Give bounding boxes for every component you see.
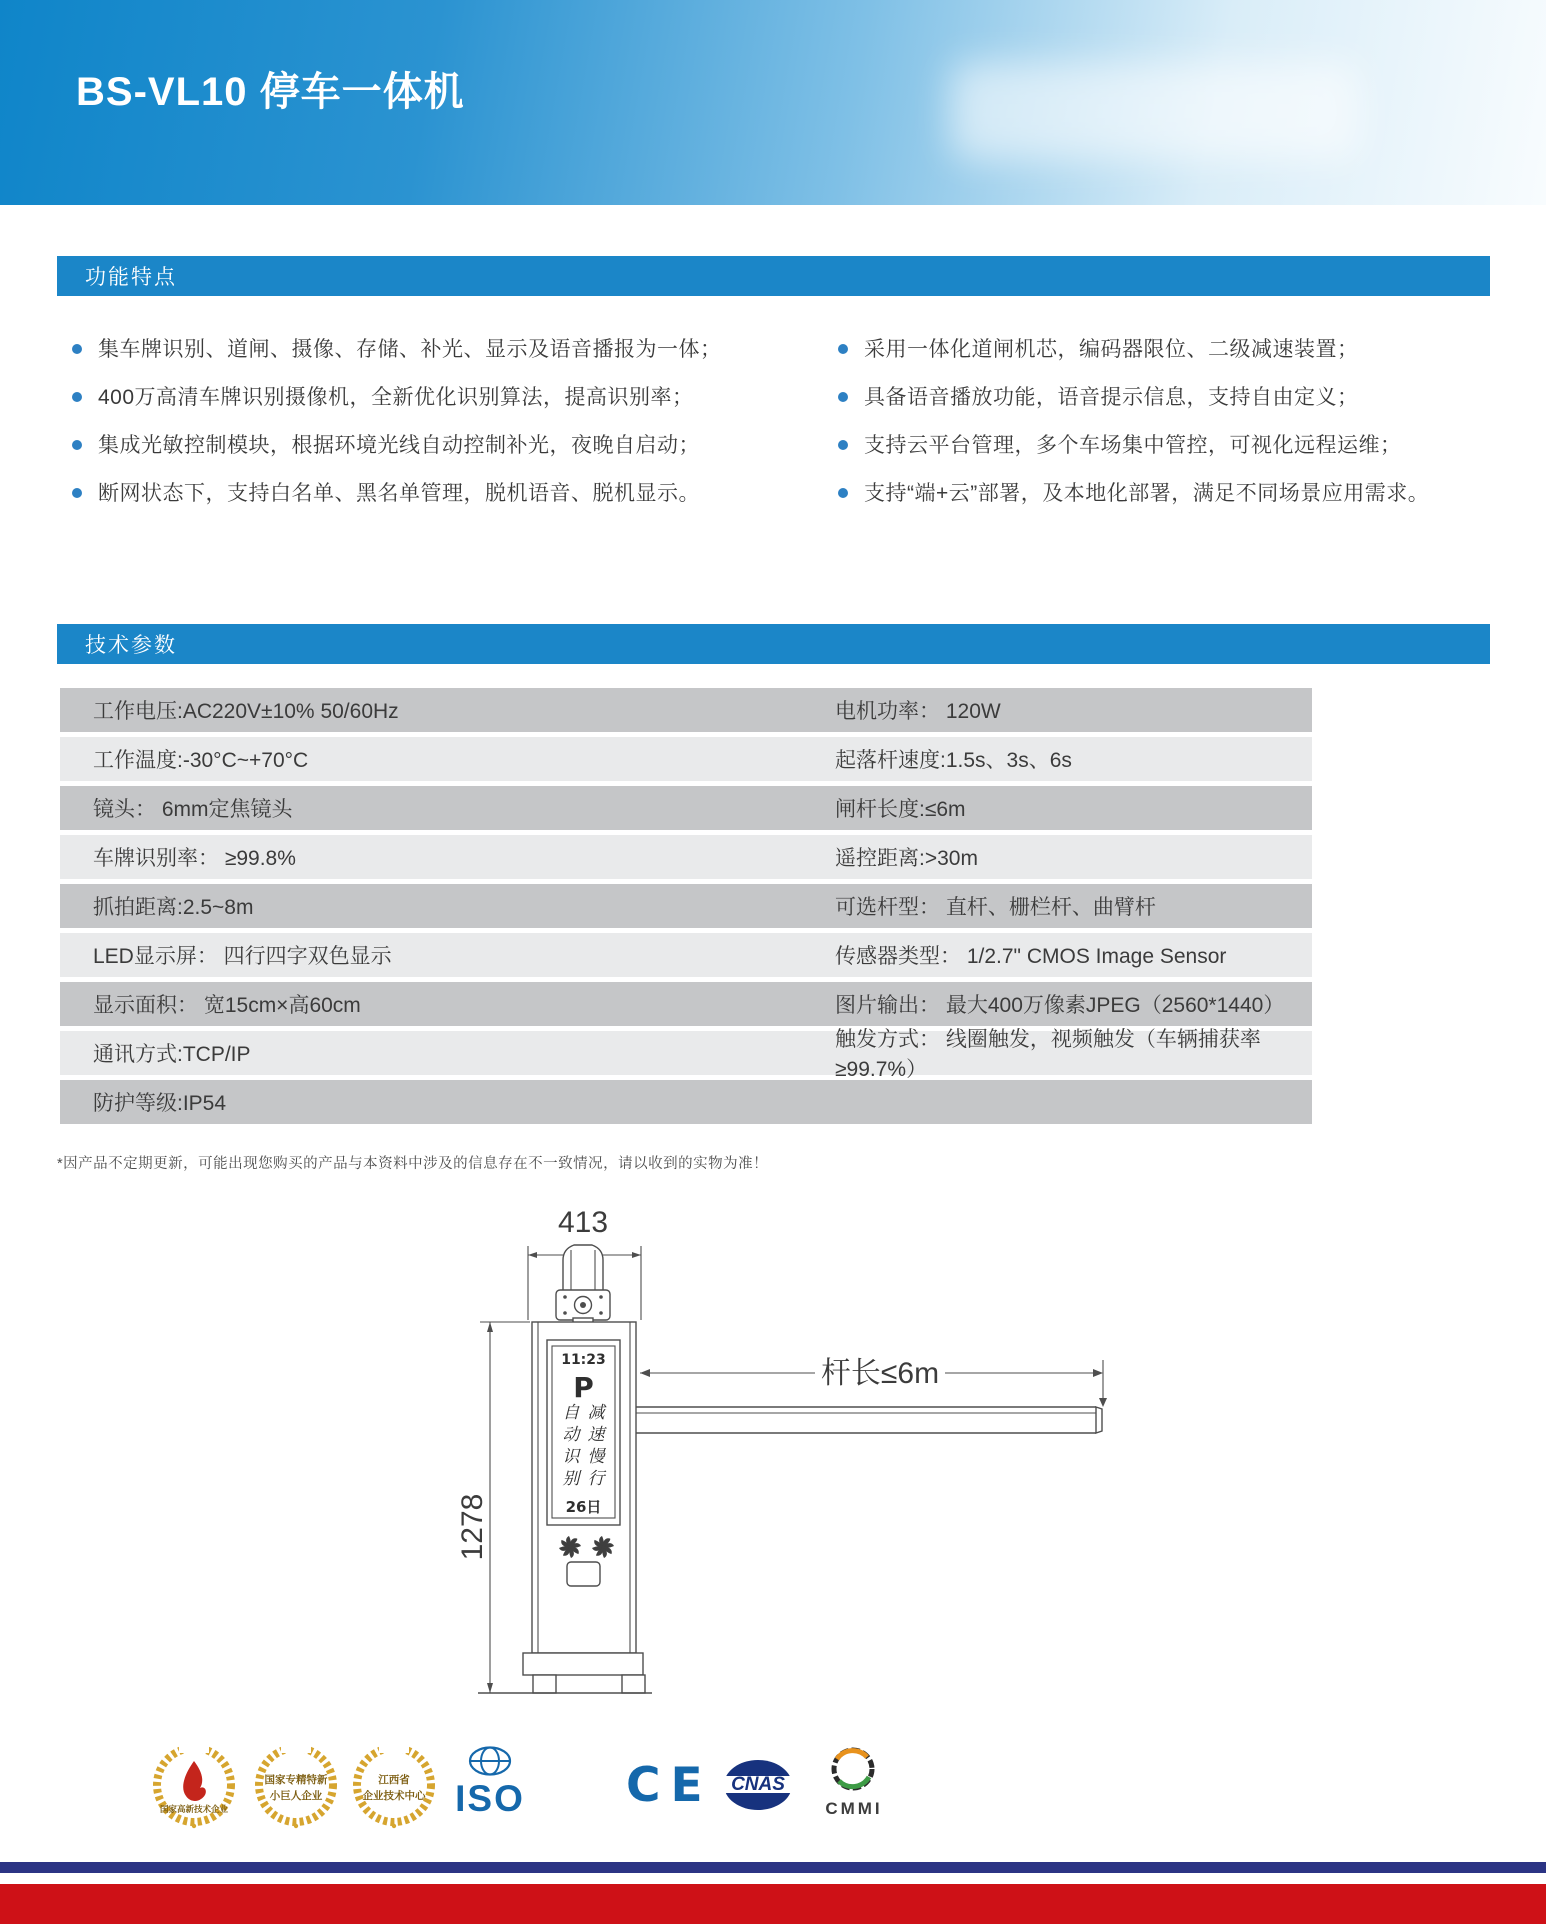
cnas-label: CNAS xyxy=(731,1774,785,1795)
dimension-diagram xyxy=(430,1200,1150,1720)
ce-mark: CE xyxy=(626,1758,713,1813)
spec-cell-right: 遥控距离:>30m xyxy=(835,847,978,870)
table-row xyxy=(60,1080,1312,1124)
arm-length-dimension xyxy=(640,1357,1107,1407)
barrier-arm xyxy=(636,1407,1102,1433)
table-row xyxy=(60,933,1312,977)
spec-cell-left: 镜头： 6mm定焦镜头 xyxy=(93,798,293,821)
features-column-left xyxy=(72,336,812,528)
badge-label: 江西省 xyxy=(378,1774,410,1786)
feature-item xyxy=(838,384,1528,411)
display-char: 动 xyxy=(562,1425,580,1445)
table-row xyxy=(60,786,1312,830)
table-row xyxy=(60,835,1312,879)
spec-cell-left: 工作电压:AC220V±10% 50/60Hz xyxy=(93,700,399,723)
display-char: 别 xyxy=(562,1469,580,1489)
table-row xyxy=(60,884,1312,928)
table-row xyxy=(60,1028,1312,1081)
spec-cell-left: 显示面积： 宽15cm×高60cm xyxy=(93,994,361,1017)
feature-item xyxy=(72,336,812,363)
high-tech-enterprise-badge xyxy=(148,1738,240,1832)
table-row xyxy=(60,688,1312,732)
specs-table xyxy=(60,688,1312,1129)
specs-section-header xyxy=(57,624,1490,664)
features-heading: 功能特点 xyxy=(85,266,177,289)
table-row xyxy=(60,982,1312,1026)
feature-item xyxy=(72,480,812,507)
spec-cell-right: 图片输出： 最大400万像素JPEG（2560*1440） xyxy=(835,994,1285,1017)
display-char: 自 xyxy=(562,1403,580,1423)
tech-center-badge xyxy=(348,1738,440,1832)
cnas-icon xyxy=(721,1757,795,1813)
display-char: 减 xyxy=(587,1403,605,1423)
spec-cell-left: 抓拍距离:2.5~8m xyxy=(93,896,254,919)
bullet-icon xyxy=(838,440,848,450)
page-title: BS-VL10 停车一体机 xyxy=(76,70,465,114)
cmmi-globe-icon xyxy=(822,1740,884,1798)
cmmi-label: CMMI xyxy=(825,1799,883,1818)
footer-navy-stripe xyxy=(0,1862,1546,1873)
bullet-icon xyxy=(72,488,82,498)
cabinet-base xyxy=(478,1653,652,1693)
iso-logo xyxy=(450,1746,530,1817)
barrier-gate-drawing xyxy=(430,1200,1150,1720)
display-char: 速 xyxy=(587,1425,605,1445)
feature-item xyxy=(72,384,812,411)
badge-label: 企业技术中心 xyxy=(362,1790,426,1802)
badge-label: 国家专精特新 xyxy=(264,1774,328,1786)
service-hatch xyxy=(567,1562,600,1586)
spec-cell-left: 车牌识别率： ≥99.8% xyxy=(93,847,296,870)
badge-label: 国家高新技术企业 xyxy=(159,1804,229,1814)
display-char: 识 xyxy=(562,1447,580,1467)
display-p-symbol: P xyxy=(573,1371,594,1404)
bullet-icon xyxy=(838,344,848,354)
spec-cell-right: 可选杆型： 直杆、栅栏杆、曲臂杆 xyxy=(835,896,1156,919)
bullet-icon xyxy=(72,392,82,402)
feature-text: 集成光敏控制模块，根据环境光线自动控制补光，夜晚自启动； xyxy=(98,434,700,457)
dim-height-label: 1278 xyxy=(456,1493,489,1561)
spec-cell-right: 传感器类型： 1/2.7" CMOS Image Sensor xyxy=(835,945,1227,968)
camera-icon xyxy=(556,1245,610,1324)
display-char: 慢 xyxy=(587,1447,605,1467)
display-date: 26日 xyxy=(565,1498,602,1516)
bullet-icon xyxy=(838,488,848,498)
spec-cell-right: 起落杆速度:1.5s、3s、6s xyxy=(835,749,1072,772)
feature-text: 支持云平台管理，多个车场集中管控，可视化远程运维； xyxy=(864,434,1402,457)
feature-item xyxy=(72,432,812,459)
footer-red-bar xyxy=(0,1884,1546,1924)
spec-cell-right: 触发方式： 线圈触发，视频触发（车辆捕获率≥99.7%） xyxy=(835,1028,1261,1081)
feature-text: 采用一体化道闸机芯，编码器限位、二级减速装置； xyxy=(864,338,1359,361)
display-char: 行 xyxy=(587,1469,605,1489)
height-dimension xyxy=(456,1322,530,1693)
dim-arm-label: 杆长≤6m xyxy=(820,1357,940,1390)
table-row xyxy=(60,737,1312,781)
header-banner xyxy=(0,0,1546,205)
dim-width-label: 413 xyxy=(557,1206,609,1239)
spec-cell-left: LED显示屏： 四行四字双色显示 xyxy=(93,945,392,968)
cmmi-logo xyxy=(822,1740,884,1803)
spec-cell-right: 闸杆长度:≤6m xyxy=(835,798,966,821)
spec-cell-right: 电机功率： 120W xyxy=(835,700,1001,723)
spec-cell-left: 工作温度:-30°C~+70°C xyxy=(93,749,309,772)
spec-cell-left: 防护等级:IP54 xyxy=(93,1092,227,1115)
features-column-right xyxy=(838,336,1528,528)
feature-item xyxy=(838,432,1528,459)
feature-text: 集车牌识别、道闸、摄像、存储、补光、显示及语音播报为一体； xyxy=(98,338,722,361)
feature-item xyxy=(838,480,1528,507)
badge-label: 小巨人企业 xyxy=(269,1790,323,1802)
spec-cell-left: 通讯方式:TCP/IP xyxy=(93,1043,251,1066)
bullet-icon xyxy=(72,344,82,354)
feature-item xyxy=(838,336,1528,363)
feature-text: 断网状态下，支持白名单、黑名单管理，脱机语音、脱机显示。 xyxy=(98,482,700,505)
feature-text: 400万高清车牌识别摄像机，全新优化识别算法，提高识别率； xyxy=(98,386,694,409)
display-time: 11:23 xyxy=(561,1352,606,1368)
bullet-icon xyxy=(72,440,82,450)
flame-icon xyxy=(183,1761,206,1801)
features-section-header xyxy=(57,256,1490,296)
feature-text: 具备语音播放功能，语音提示信息，支持自由定义； xyxy=(864,386,1359,409)
watermark-logo xyxy=(950,62,1360,160)
little-giant-badge xyxy=(250,1738,342,1832)
feature-text: 支持“端+云”部署，及本地化部署，满足不同场景应用需求。 xyxy=(864,482,1430,505)
disclaimer-note: *因产品不定期更新，可能出现您购买的产品与本资料中涉及的信息存在不一致情况，请以收到的实物为准！ xyxy=(57,1156,769,1172)
bullet-icon xyxy=(838,392,848,402)
cnas-logo xyxy=(721,1757,795,1818)
iso-label: ISO xyxy=(455,1778,525,1819)
iso-globe-icon xyxy=(466,1746,514,1776)
specs-heading: 技术参数 xyxy=(85,634,177,657)
